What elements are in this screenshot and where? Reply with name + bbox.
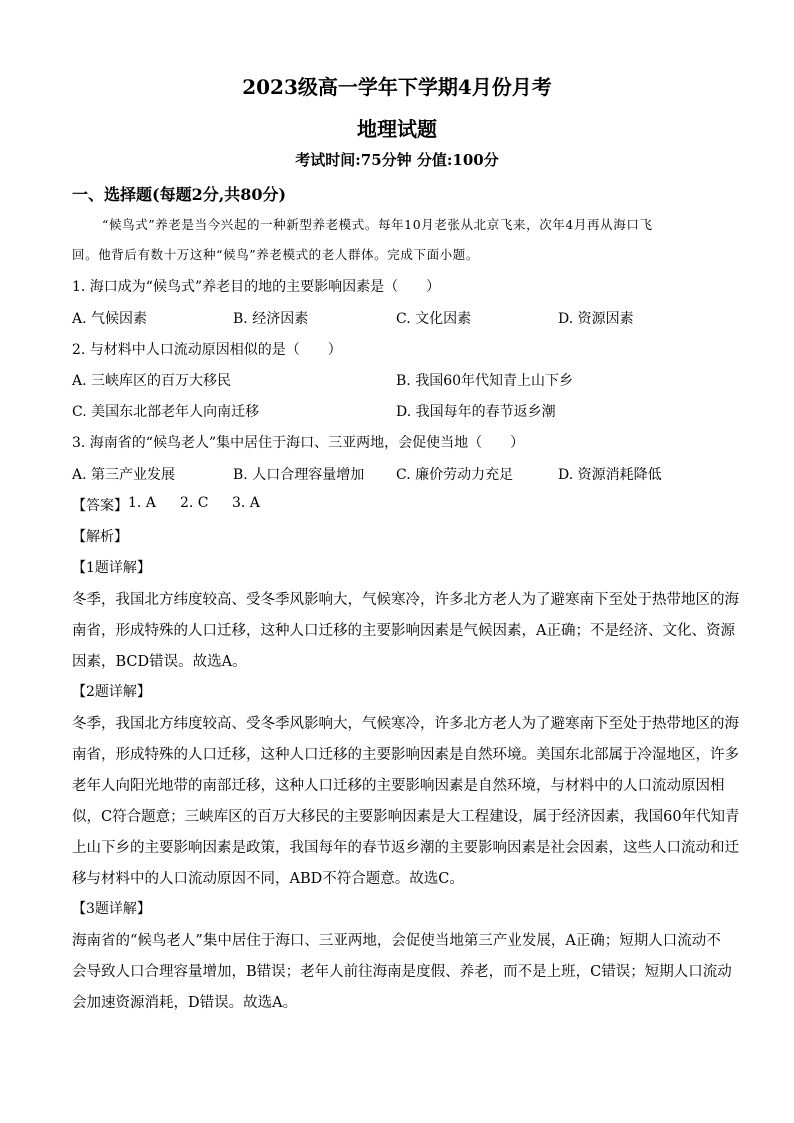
- material-line-2: 回。他背后有数十万这种“候鸟”养老模式的老人群体。完成下面小题。: [72, 247, 479, 262]
- detail-2-line-5: 上山下乡的主要影响因素是政策，我国每年的春节返乡潮的主要影响因素是社会因素，这些人口流动和迁: [72, 840, 739, 856]
- question-1-stem: 1. 海口成为“候鸟式”养老目的地的主要影响因素是（ ）: [72, 279, 441, 295]
- detail-3-line-3: 会加速资源消耗，D错误。故选A。: [72, 995, 298, 1011]
- detail-2-line-6: 移与材料中的人口流动原因不同，ABD不符合题意。故选C。: [72, 871, 464, 887]
- detail-1-heading: 【1题详解】: [72, 560, 151, 576]
- q2-option-d: D. 我国每年的春节返乡潮: [396, 404, 556, 420]
- q2-option-c: C. 美国东北部老年人向南迁移: [72, 404, 260, 420]
- subject-title: 地理试题: [357, 117, 437, 141]
- section-heading: 一、选择题(每题2分,共80分): [72, 185, 287, 204]
- q2-option-b: B. 我国60年代知青上山下乡: [396, 373, 574, 389]
- detail-3-heading: 【3题详解】: [72, 901, 151, 917]
- detail-2-heading: 【2题详解】: [72, 684, 151, 700]
- detail-2-line-2: 南省，形成特殊的人口迁移，这种人口迁移的主要影响因素是自然环境。美国东北部属于冷湿地区，许多: [72, 747, 739, 763]
- q1-option-d: D. 资源因素: [558, 311, 634, 327]
- question-3-stem: 3. 海南省的“候鸟老人”集中居住于海口、三亚两地，会促使当地（ ）: [72, 435, 525, 451]
- answer-label: 【答案】: [72, 498, 128, 514]
- q3-option-d: D. 资源消耗降低: [558, 467, 662, 483]
- q3-option-c: C. 廉价劳动力充足: [396, 467, 514, 483]
- detail-3-line-1: 海南省的“候鸟老人”集中居住于海口、三亚两地，会促使当地第三产业发展，A正确；短期人口流动不: [72, 933, 721, 949]
- material-line-1: “候鸟式”养老是当今兴起的一种新型养老模式。每年10月老张从北京飞来，次年4月再从海口飞: [102, 217, 653, 232]
- detail-2-line-1: 冬季，我国北方纬度较高、受冬季风影响大，气候寒冷，许多北方老人为了避寒南下至处于热带地区的海: [72, 716, 739, 732]
- detail-3-line-2: 会导致人口合理容量增加，B错误；老年人前往海南是度假、养老，而不是上班，C错误；短期人口流动: [72, 964, 732, 980]
- q1-option-a: A. 气候因素: [72, 311, 148, 327]
- q2-option-a: A. 三峡库区的百万大移民: [72, 373, 232, 389]
- question-2-stem: 2. 与材料中人口流动原因相似的是（ ）: [72, 342, 342, 358]
- analysis-label: 【解析】: [72, 529, 128, 545]
- detail-1-line-2: 南省，形成特殊的人口迁移，这种人口迁移的主要影响因素是气候因素，A正确；不是经济、文化、资源: [72, 623, 735, 639]
- detail-2-line-4: 似，C符合题意；三峡库区的百万大移民的主要影响因素是大工程建设，属于经济因素，我国60年代知青: [72, 809, 740, 825]
- q3-option-a: A. 第三产业发展: [72, 467, 176, 483]
- answer-1: 1. A: [128, 495, 156, 511]
- exam-info: 考试时间:75分钟 分值:100分: [295, 151, 499, 169]
- detail-1-line-3: 因素，BCD错误。故选A。: [72, 654, 247, 670]
- q1-option-c: C. 文化因素: [396, 311, 472, 327]
- answer-3: 3. A: [232, 495, 260, 511]
- detail-1-line-1: 冬季，我国北方纬度较高、受冬季风影响大，气候寒冷，许多北方老人为了避寒南下至处于热带地区的海: [72, 592, 739, 608]
- q1-option-b: B. 经济因素: [233, 311, 309, 327]
- detail-2-line-3: 老年人向阳光地带的南部迁移，这种人口迁移的主要影响因素是自然环境，与材料中的人口流动原因相: [72, 778, 725, 794]
- exam-title: 2023级高一学年下学期4月份月考: [242, 75, 552, 99]
- q3-option-b: B. 人口合理容量增加: [233, 467, 365, 483]
- answer-2: 2. C: [180, 495, 209, 511]
